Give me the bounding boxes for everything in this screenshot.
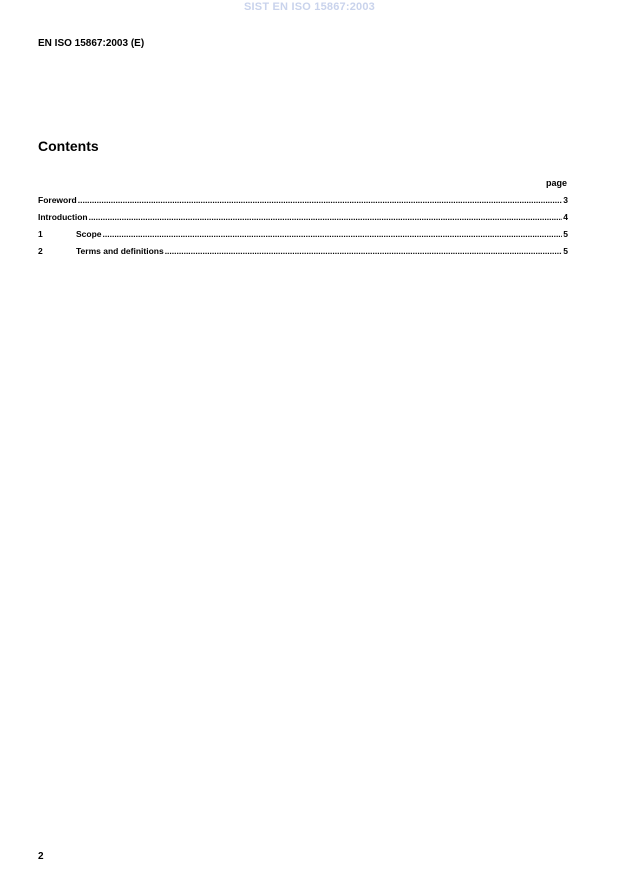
toc-entry-page: 4 <box>563 212 568 222</box>
toc-entry-introduction[interactable] <box>38 212 568 229</box>
toc-entry-page: 3 <box>563 195 568 205</box>
toc-entry-title: Foreword <box>38 195 77 205</box>
document-identifier: EN ISO 15867:2003 (E) <box>38 38 145 49</box>
toc-entry-terms-and-definitions[interactable] <box>38 246 568 263</box>
toc-entry-title: Terms and definitions <box>76 246 164 256</box>
page-number: 2 <box>38 851 44 862</box>
toc-leader-dots <box>165 246 563 257</box>
page-column-label: page <box>545 178 567 188</box>
toc-entry-number: 2 <box>38 246 43 256</box>
contents-heading: Contents <box>38 138 99 154</box>
toc-entry-number: 1 <box>38 229 43 239</box>
toc-entry-title: Introduction <box>38 212 88 222</box>
watermark: SIST EN ISO 15867:2003 <box>244 1 375 13</box>
table-of-contents <box>38 195 568 263</box>
toc-entry-page: 5 <box>563 246 568 256</box>
toc-leader-dots <box>103 229 563 240</box>
toc-entry-page: 5 <box>563 229 568 239</box>
toc-entry-foreword[interactable] <box>38 195 568 212</box>
toc-leader-dots <box>89 212 563 223</box>
toc-entry-title: Scope <box>76 229 102 239</box>
toc-entry-scope[interactable] <box>38 229 568 246</box>
toc-leader-dots <box>78 195 563 206</box>
